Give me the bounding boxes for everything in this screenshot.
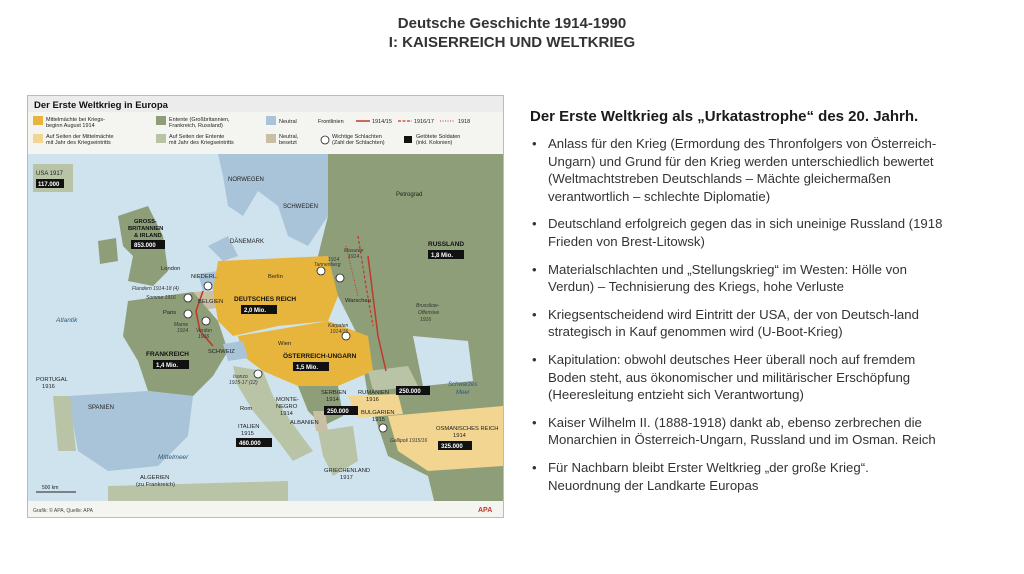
legend-swatch-central-later [33, 134, 43, 143]
battle-verdun [202, 317, 210, 325]
content-heading: Der Erste Weltkrieg als „Urkatastrophe“ des 20. Jahrh. [530, 108, 919, 125]
bullet-list [530, 135, 1010, 494]
bullet-line: Materialschlachten und „Stellungskrieg“ im Westen: Hölle von [548, 261, 907, 277]
content-panel [530, 108, 1010, 504]
legend-1914: 1914/15 [372, 119, 392, 125]
label-mittelmeer: Mittelmeer [158, 454, 189, 461]
label-brussilow-3: 1916 [420, 317, 432, 323]
legend-neutral: Neutral [279, 119, 297, 125]
legend-battle-icon [321, 136, 329, 144]
label-serbien-y: 1914 [326, 397, 339, 403]
label-usa-dead: 117.000 [38, 182, 60, 188]
label-serbien: SERBIEN [321, 390, 347, 396]
legend-entente: Entente (Großbritannien, [169, 117, 230, 123]
slide-title [0, 14, 1024, 52]
battle-isonzo [254, 370, 262, 378]
label-karpaten-y: 1914/15 [330, 329, 349, 335]
label-norwegen: NORWEGEN [228, 177, 264, 183]
label-griechenland-y: 1917 [340, 475, 353, 481]
label-isonzo-y: 1915-17 (12) [229, 380, 258, 386]
bullet-icon: • [532, 306, 537, 322]
label-rumaenien-y: 1916 [366, 397, 379, 403]
label-bulgarien: BULGARIEN [361, 410, 395, 416]
label-serb-dead: 250.000 [327, 409, 349, 415]
legend-battles-2: (Zahl der Schlachten) [332, 140, 385, 146]
battle-masuren [336, 274, 344, 282]
legend-swatch-central [33, 116, 43, 125]
label-gb-2: BRITANNIEN [128, 226, 164, 232]
bullet-icon: • [532, 351, 537, 367]
battle-gallipoli [379, 424, 387, 432]
label-italien: ITALIEN [238, 424, 260, 430]
bullet-line: (Heeresleitung entzieht sich Verantwortung) [548, 387, 804, 403]
label-marne-y: 1914 [177, 328, 189, 334]
legend-dead: Getötete Soldaten [416, 134, 461, 140]
label-schweden: SCHWEDEN [283, 204, 319, 210]
label-tannenberg: Tannenberg [314, 262, 341, 268]
label-brussilow: Brussilow- [416, 303, 440, 309]
slide-title-line2: I: KAISERREICH UND WELTKRIEG [388, 34, 636, 51]
bullet-line: Frieden von Brest-Litowsk) [548, 233, 705, 249]
apa-logo: APA [478, 507, 493, 514]
label-petrograd: Petrograd [396, 192, 423, 198]
label-dt-reich: DEUTSCHES REICH [234, 296, 297, 303]
label-scale: 500 km [42, 485, 59, 491]
battle-marne [184, 310, 192, 318]
label-rumaenien: RUMÄNIEN [358, 390, 389, 396]
bullet-line: Deutschland erfolgreich gegen das in sich uneinige Russland (1918 [548, 216, 943, 232]
bullet-icon: • [532, 261, 537, 277]
legend-entente-2: Frankreich, Russland) [169, 123, 223, 129]
bullet-line: Für Nachbarn bleibt Erster Weltkrieg „der große Krieg“. [548, 459, 869, 475]
label-masuren: Masuren [344, 248, 364, 254]
label-bulgarien-y: 1915 [372, 417, 385, 423]
label-gallipoli: Gallipoli 1915/16 [390, 438, 428, 444]
label-frankreich: FRANKREICH [146, 351, 189, 358]
legend-neutral-occupied: Neutral, [279, 134, 299, 140]
label-marne: Marne [174, 322, 189, 328]
label-montenegro: MONTE- [276, 397, 299, 403]
bullet-icon: • [532, 459, 537, 475]
bullet-line: Boden steht, aus ökonomischer und militärischer Erschöpfung [548, 369, 911, 385]
label-rom: Rom [240, 406, 253, 412]
label-warschau: Warschau [345, 298, 371, 304]
label-rum-dead: 250.000 [399, 389, 421, 395]
label-somme: Somme 1916 [146, 295, 176, 301]
label-italien-y: 1915 [241, 431, 254, 437]
ww1-europe-map [27, 95, 504, 518]
list-item [530, 261, 1010, 296]
list-item [530, 306, 1010, 341]
list-item [530, 459, 1010, 494]
legend-1916: 1916/17 [414, 119, 434, 125]
label-portugal-y: 1916 [42, 384, 55, 390]
legend-battles: Wichtige Schlachten [332, 134, 382, 140]
legend-swatch-entente [156, 116, 166, 125]
list-item [530, 215, 1010, 250]
legend-entente-later: Auf Seiten der Entente [169, 134, 225, 140]
legend-central-later-2: mit Jahr des Kriegseintritts [46, 140, 111, 146]
label-usa: USA 1917 [36, 171, 64, 177]
label-paris: Paris [163, 310, 177, 316]
label-spanien: SPANIEN [88, 405, 114, 411]
list-item [530, 135, 1010, 205]
bullet-line: Kriegsentscheidend wird Eintritt der USA, der von Deutsch-land [548, 306, 919, 322]
label-algerien: ALGERIEN [140, 475, 170, 481]
land-scandinavia [218, 154, 328, 246]
label-verdun-y: 1916 [198, 334, 210, 340]
label-russland-dead: 1,8 Mio. [431, 253, 454, 259]
sea-black-sea [413, 336, 473, 386]
list-item [530, 414, 1010, 449]
legend-central-later: Auf Seiten der Mittelmächte [46, 134, 114, 140]
legend-central-2: beginn August 1914 [46, 123, 95, 129]
legend-swatch-entente-later [156, 134, 166, 143]
slide-title-line1: Deutsche Geschichte 1914-1990 [397, 15, 627, 32]
bullet-line: Ungarn) und Grund für den Krieg werden unterschiedlich bewertet [548, 153, 934, 169]
label-montenegro-y: 1914 [280, 411, 293, 417]
legend-dead-icon [404, 136, 412, 143]
label-meer: Meer [456, 390, 470, 396]
label-albanien: ALBANIEN [290, 420, 319, 426]
bullet-line: Kaiser Wilhelm II. (1888-1918) dankt ab, ebenso zerbrechen die [548, 414, 922, 430]
label-belgien: BELGIEN [198, 299, 224, 305]
legend-central: Mittelmächte bei Kriegs- [46, 117, 105, 123]
label-isonzo: Isonzo [233, 374, 248, 380]
bullet-line: Kapitulation: obwohl deutsches Heer überall noch auf fremdem [548, 351, 916, 367]
label-gb-dead: 853.000 [134, 243, 156, 249]
label-schweiz: SCHWEIZ [208, 349, 235, 355]
label-portugal: PORTUGAL [36, 377, 68, 383]
label-masuren-y: 1914 [348, 254, 360, 260]
label-daenemark: DÄNEMARK [230, 239, 265, 245]
list-item [530, 351, 1010, 404]
label-verdun: Verdun [196, 328, 212, 334]
bullet-icon: • [532, 136, 537, 151]
label-flandern: Flandern 1914-18 (4) [132, 286, 179, 292]
label-oesterreich: ÖSTERREICH-UNGARN [283, 353, 357, 360]
label-osm-dead: 325.000 [441, 444, 463, 450]
label-montenegro-2: NEGRO [276, 404, 298, 410]
label-berlin: Berlin [268, 274, 283, 280]
bullet-icon: • [532, 216, 537, 232]
legend-frontlines: Frontlinien [318, 119, 344, 125]
legend-swatch-neutral [266, 116, 276, 125]
bullet-line: strategisch in Kauf genommen wird (U-Boot-Krieg) [548, 324, 843, 340]
label-dt-dead: 2,0 Mio. [244, 308, 267, 314]
map-source: Grafik: © APA, Quelle: APA [33, 508, 93, 514]
label-algerien-2: (zu Frankreich) [136, 482, 175, 488]
label-griechenland: GRIECHENLAND [324, 468, 371, 474]
label-tannenberg-y: 1914 [328, 257, 340, 263]
label-gb-3: & IRLAND [134, 233, 162, 239]
label-gb: GROSS- [134, 219, 157, 225]
label-osmanisches: OSMANISCHES REICH [436, 426, 499, 432]
label-niederl: NIEDERL. [191, 274, 218, 280]
label-wien: Wien [278, 341, 292, 347]
label-oe-dead: 1,5 Mio. [296, 365, 319, 371]
label-brussilow-2: Offensive [418, 310, 440, 316]
legend-1918: 1918 [458, 119, 471, 125]
battle-tannenberg [317, 267, 325, 275]
label-fr-dead: 1,4 Mio. [156, 363, 179, 369]
map-source-bar [28, 501, 503, 517]
label-atlantik: Atlantik [56, 317, 78, 324]
label-schwarzes: Schwarzes [448, 382, 478, 388]
label-london: London [161, 266, 181, 272]
bullet-line: verantwortlich – schlechte Diplomatie) [548, 188, 771, 204]
battle-flandern [204, 282, 212, 290]
bullet-line: (Weltmachtstreben Deutschlands – Mächte gleichermaßen [548, 171, 891, 187]
legend-dead-2: (inkl. Kolonien) [416, 140, 453, 146]
bullet-line: Neuordnung der Landkarte Europas [548, 477, 759, 493]
map-svg [28, 96, 503, 517]
legend-entente-later-2: mit Jahr des Kriegseintritts [169, 140, 234, 146]
label-russland: RUSSLAND [428, 241, 465, 248]
label-karpaten: Karpaten [328, 323, 349, 329]
label-osmanisches-y: 1914 [453, 433, 466, 439]
legend-neutral-occupied-2: besetzt [279, 140, 297, 146]
bullet-icon: • [532, 414, 537, 430]
label-it-dead: 460.000 [239, 441, 261, 447]
land-ireland [98, 238, 118, 264]
map-title: Der Erste Weltkrieg in Europa [34, 100, 168, 111]
bullet-line: Verdun) – Technisierung des Kriegs, hohe Verluste [548, 279, 844, 295]
battle-somme [184, 294, 192, 302]
legend-swatch-neutral-occupied [266, 134, 276, 143]
bullet-line: Monarchien in Österreich-Ungarn, Russland und im Osman. Reich [548, 432, 936, 448]
bullet-line: Anlass für den Krieg (Ermordung des Thronfolgers von Österreich- [548, 136, 937, 151]
